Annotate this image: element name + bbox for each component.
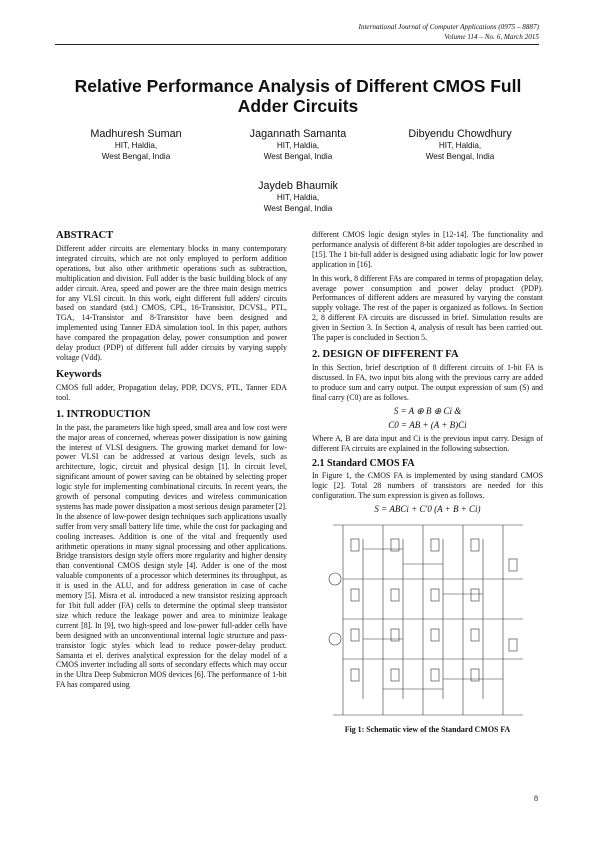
header-rule [55, 44, 539, 45]
page-number: 8 [534, 794, 538, 803]
equation-carry: C0 = AB + (A + B)Ci [388, 419, 467, 430]
author-affiliation: HIT, Haldia, [114, 141, 158, 150]
section21-heading: 2.1 Standard CMOS FA [312, 458, 415, 470]
figure-cmos-schematic [323, 519, 533, 721]
keywords-heading: Keywords [56, 368, 102, 380]
author-4 [218, 180, 378, 214]
author-location: West Bengal, India [425, 151, 495, 161]
abstract-heading: ABSTRACT [56, 230, 114, 241]
equation-sum-cmos: S = ABCi + C'0 (A + B + Ci) [374, 503, 481, 514]
section2-after-text: Where A, B are data input and Ci is the previous input carry. Design of different FA circuits are explained in the following subsection. [312, 434, 543, 454]
author-affiliation: HIT, Haldia, [276, 141, 320, 150]
intro-text: In the past, the parameters like high speed, small area and low cost were the major areas of concerned, whereas power dissipation is now gaining the interest of VLSI designers. The growing market demand for low-power VLSI can be addressed at various design levels, such as architecture, logic, circuit and physical design [1]. In circuit level, significant amount of power saving can be obtained by selecting proper logic style for implementing combinational circuits. In recent years, the growth of personal computing devices and wireless communication systems has made power dissipation a most serious design parameter [2]. In the absence of low-power design techniques such applications usually suffer from very small battery life time, while the cost for packaging and cooling increases. Addition is one of the vital and frequently used arithmetic operations in many signal processing and other applications. Bridge transistors design style offers more regularity and higher density than conventional CMOS design style [4]. Adder is one of the most valuable components of a processor which determines its throughput, as it is used in the ALU, and for address generation in case of cache memory [5]. Misra et al. introduced a new transistor resizing approach for 1bit full adder (FA) cells to determine the optimal sleep transistor size which reduce the leakage power and area to minimize leakage current [8]. In [9], two high-speed and low-power full-adder cells have been designed with an unconventional internal logic structure and pass-transistor logic styles which lead to reduce power-delay product. Samanta et el. derives analytical expression for the delay model of a CMOS inverter including all sorts of secondary effects which may occur in the Ultra Deep Submicron MOS devices [6]. The performance of 1-bit FA has compared using [56, 422, 287, 690]
running-header [358, 23, 539, 42]
author-1 [56, 128, 216, 162]
author-3 [380, 128, 540, 162]
section2-text: In this Section, brief description of 8 different circuits of 1-bit FA is discussed. In FA, two input bits along with the previous carry are added to produce sum and carry output. The output expression of sum (S) and final carry (C0) are as follows. [312, 362, 543, 402]
schematic-drawing [323, 519, 533, 721]
intro-heading: 1. INTRODUCTION [56, 408, 151, 420]
author-name: Madhuresh Suman [90, 128, 182, 140]
author-location: West Bengal, India [263, 203, 333, 213]
author-2 [218, 128, 378, 162]
right-para-1: different CMOS logic design styles in [12-14]. The functionality and performance analysis of different 8-bit adder topologies are described in [15]. The 1 bit-full adder is designed using adiabatic logic for low power application in [16]. [312, 230, 543, 269]
left-column [56, 230, 287, 694]
journal-name: International Journal of Computer Applications (0975 – 8887) [358, 23, 539, 31]
right-para-2: In this work, 8 different FAs are compared in terms of propagation delay, average power consumption and power delay product (PDP). Performances of different adders are measured by varying the constant supply voltage. The rest of the paper is organized as follows. In Section 2, 8 different FA circuits are discussed in brief. Simulation results are given in Section 3. In Section 4, analysis of result has been carried out. The paper is concluded in Section 5. [312, 273, 543, 343]
section21-text: In Figure 1, the CMOS FA is implemented by using standard CMOS logic [2]. Total 28 numbers of transistors are needed for this configuration. The sum expression is given as follows. [312, 471, 543, 501]
author-name: Dibyendu Chowdhury [408, 128, 512, 140]
keywords-text: CMOS full adder, Propagation delay, PDP, DCVS, PTL, Tanner EDA tool. [56, 382, 287, 402]
author-affiliation: HIT, Haldia, [276, 193, 320, 202]
journal-volume: Volume 114 – No. 6, March 2015 [444, 32, 539, 41]
abstract-text: Different adder circuits are elementary blocks in many contemporary integrated circuits, which are not only employed to perform addition operations, but also other arithmetic operations such as subtraction, multiplication and division. Full adder is the basic building block of any adder circuit. Area, speed and power are the three main design metrics for any VLSI circuit. In this work, eight different full adders' circuits based on standard (std.) CMOS, CPL, 16-Transistor, DCVSL, PTL, TGA, 14-Transistor and 8-Transistor have been designed and implemented using Tanner EDA simulation tool. In this paper, authors have compared the propagation delay, power consumption and power delay product (PDP) of different full adder circuits by varying supply voltage (Vdd). [56, 244, 287, 362]
equation-sum: S = A ⊕ B ⊕ Ci & [393, 405, 462, 416]
figure-caption: Fig 1: Schematic view of the Standard CMOS FA [344, 724, 511, 734]
author-location: West Bengal, India [263, 151, 333, 161]
section2-heading: 2. DESIGN OF DIFFERENT FA [312, 348, 459, 360]
author-name: Jaydeb Bhaumik [258, 180, 338, 192]
author-affiliation: HIT, Haldia, [438, 141, 482, 150]
paper-title: Relative Performance Analysis of Different CMOS Full Adder Circuits [74, 76, 522, 116]
right-column [312, 230, 543, 735]
author-location: West Bengal, India [101, 151, 171, 161]
author-name: Jagannath Samanta [249, 128, 347, 140]
